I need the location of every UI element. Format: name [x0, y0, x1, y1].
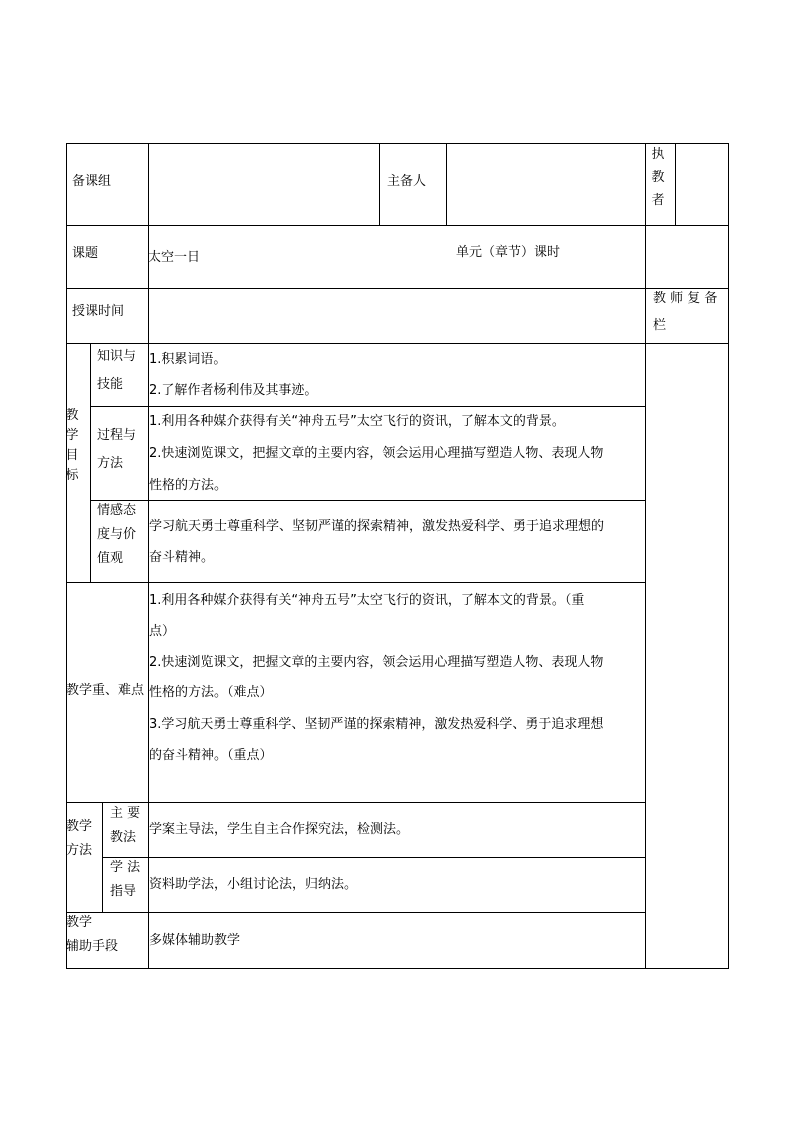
preparer-label: 主备人	[387, 174, 427, 189]
main-method-label: 主 要 教法	[110, 806, 141, 845]
key-points-line-5: 3.学习航天勇士尊重科学、坚韧严谨的探索精神，激发热爱科学、勇于追求理想	[149, 717, 604, 732]
key-points-line-4: 性格的方法。（难点）	[149, 685, 273, 700]
emotion-label: 情感态 度与价 值观	[97, 503, 137, 566]
key-points-line-1: 1.利用各种媒介获得有关“神舟五号”太空飞行的资讯，了解本文的背景。（重	[149, 593, 585, 608]
aids-label: 教学 辅助手段	[66, 915, 119, 954]
key-points-label: 教学重、难点	[66, 683, 145, 698]
process-line-1: 1.利用各种媒介获得有关“神舟五号”太空飞行的资讯，了解本文的背景。	[149, 414, 565, 429]
emotion-line-1: 学习航天勇士尊重科学、坚韧严谨的探索精神，激发热爱科学、勇于追求理想的	[149, 519, 605, 534]
executor-label: 执 教 者	[651, 147, 665, 208]
topic-label: 课题	[72, 246, 99, 261]
study-guide-value: 资料助学法，小组讨论法，归纳法。	[149, 877, 358, 892]
objectives-label: 教 学 目 标	[65, 408, 79, 483]
main-method-value: 学案主导法，学生自主合作探究法，检测法。	[149, 822, 410, 837]
process-line-3: 性格的方法。	[149, 478, 228, 493]
methods-label: 教学 方法	[66, 819, 93, 858]
review-column-label: 教 师 复 备 栏	[653, 291, 718, 333]
unit-label: 单元（章节）课时	[456, 245, 561, 260]
group-label: 备课组	[72, 174, 112, 189]
knowledge-label: 知识与 技能	[97, 349, 137, 392]
time-label: 授课时间	[72, 304, 125, 319]
key-points-line-6: 的奋斗精神。（重点）	[149, 748, 273, 763]
knowledge-line-2: 2.了解作者杨利伟及其事迹。	[149, 383, 318, 398]
key-points-line-2: 点）	[149, 624, 176, 639]
knowledge-line-1: 1.积累词语。	[149, 352, 227, 367]
topic-value[interactable]: 太空一日	[148, 250, 201, 265]
key-points-line-3: 2.快速浏览课文，把握文章的主要内容，领会运用心理描写塑造人物、表现人物	[149, 655, 604, 670]
study-guide-label: 学 法 指导	[110, 860, 141, 899]
process-line-2: 2.快速浏览课文，把握文章的主要内容，领会运用心理描写塑造人物、表现人物	[149, 446, 604, 461]
emotion-line-2: 奋斗精神。	[149, 550, 215, 565]
review-column-area[interactable]	[646, 344, 728, 968]
process-label: 过程与 方法	[97, 428, 137, 471]
aids-value: 多媒体辅助教学	[149, 933, 241, 948]
